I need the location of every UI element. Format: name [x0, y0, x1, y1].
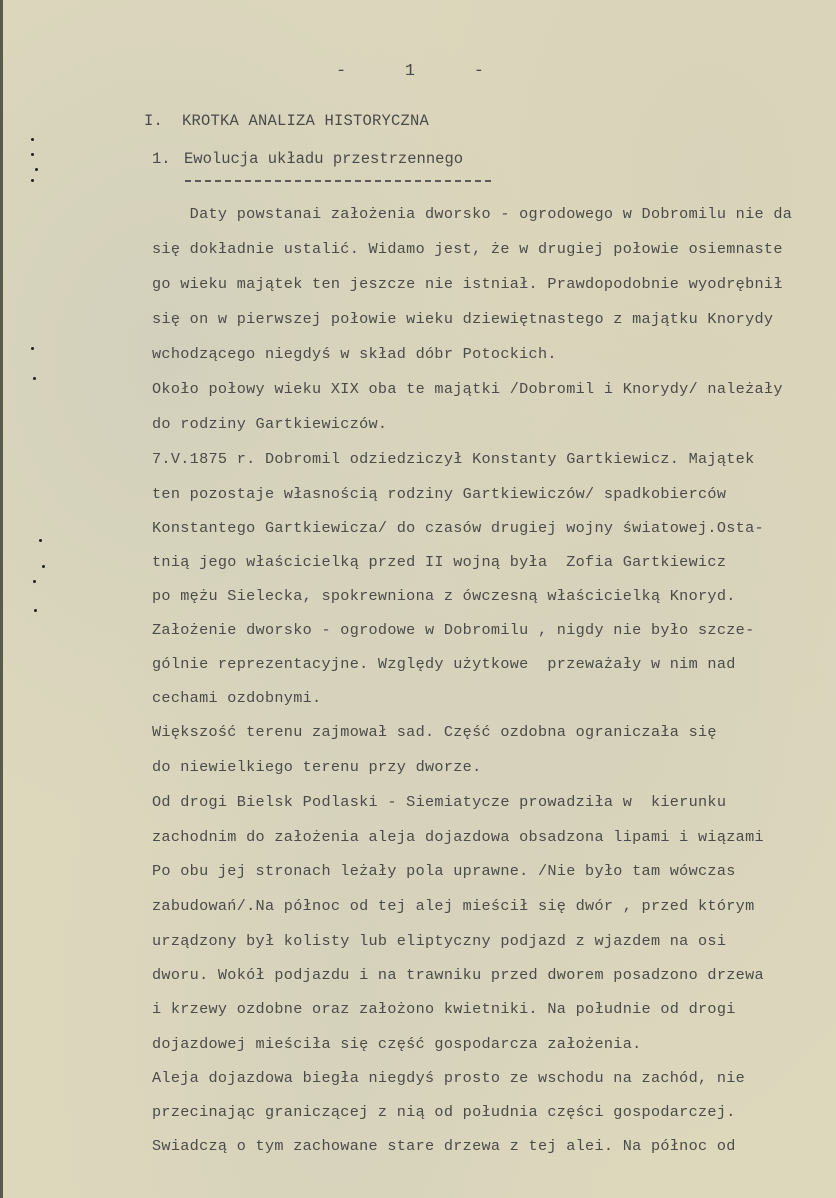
margin-speck	[31, 179, 34, 182]
text-line: 7.V.1875 r. Dobromil odziedziczył Konstanty Gartkiewicz. Majątek	[152, 450, 755, 468]
margin-speck	[31, 153, 34, 156]
text-line: cechami ozdobnymi.	[152, 689, 322, 707]
text-line: urządzony był kolisty lub eliptyczny podjazd z wjazdem na osi	[152, 932, 727, 950]
text-line: dworu. Wokół podjazdu i na trawniku przed dworem posadzono drzewa	[152, 966, 764, 984]
text-line: Swiadczą o tym zachowane stare drzewa z tej alei. Na północ od	[152, 1137, 736, 1155]
section-number: I.	[144, 112, 164, 130]
page-number-dash-right: -	[473, 62, 486, 81]
text-line: i krzewy ozdobne oraz założono kwietniki. Na południe od drogi	[152, 1000, 736, 1018]
subsection-heading	[152, 150, 463, 168]
text-line: Aleja dojazdowa biegła niegdyś prosto ze wschodu na zachód, nie	[152, 1069, 746, 1087]
section-title: KROTKA ANALIZA HISTORYCZNA	[182, 112, 430, 130]
text-line: Około połowy wieku XIX oba te majątki /Dobromil i Knorydy/ należały	[152, 380, 783, 398]
text-line: Od drogi Bielsk Podlaski - Siemiatycze prowadziła w kierunku	[152, 793, 727, 811]
text-line: zachodnim do założenia aleja dojazdowa obsadzona lipami i wiązami	[152, 828, 764, 846]
text-line: dojazdowej mieściła się część gospodarcza założenia.	[152, 1035, 642, 1053]
text-line: się dokładnie ustalić. Widamo jest, że w drugiej połowie osiemnaste	[152, 240, 783, 258]
margin-speck	[34, 609, 37, 612]
text-line: do niewielkiego terenu przy dworze.	[152, 758, 482, 776]
text-line: Większość terenu zajmował sad. Część ozdobna ograniczała się	[152, 723, 717, 741]
text-line: do rodziny Gartkiewiczów.	[152, 415, 388, 433]
text-line: Po obu jej stronach leżały pola uprawne. /Nie było tam wówczas	[152, 862, 736, 880]
section-heading	[144, 112, 429, 130]
margin-speck	[33, 377, 36, 380]
scan-edge	[0, 0, 3, 1198]
text-line: wchodzącego niegdyś w skład dóbr Potockich.	[152, 345, 557, 363]
text-line: Założenie dworsko - ogrodowe w Dobromilu , nigdy nie było szcze-	[152, 621, 755, 639]
text-line: po mężu Sielecka, spokrewniona z ówczesną właścicielką Knoryd.	[152, 587, 736, 605]
margin-speck	[33, 580, 36, 583]
margin-speck	[31, 347, 34, 350]
margin-speck	[39, 539, 42, 542]
text-line: zabudowań/.Na północ od tej alej mieścił się dwór , przed którym	[152, 897, 755, 915]
margin-speck	[35, 168, 38, 171]
text-line: Daty powstanai założenia dworsko - ogrodowego w Dobromilu nie da	[152, 205, 793, 223]
margin-speck	[42, 565, 45, 568]
text-line: Konstantego Gartkiewicza/ do czasów drugiej wojny światowej.Osta-	[152, 519, 764, 537]
page-number	[336, 62, 486, 81]
text-line: tnią jego właścicielką przed II wojną była Zofia Gartkiewicz	[152, 553, 727, 571]
text-line: gólnie reprezentacyjne. Względy użytkowe przeważały w nim nad	[152, 655, 736, 673]
margin-speck	[31, 138, 34, 141]
subsection-number: 1.	[152, 150, 171, 168]
page-number-dash-left: -	[336, 62, 349, 81]
text-line: się on w pierwszej połowie wieku dziewiętnastego z majątku Knorydy	[152, 310, 774, 328]
subsection-title: Ewolucja układu przestrzennego	[184, 150, 464, 168]
subsection-underline	[185, 180, 491, 182]
text-line: przecinając graniczącej z nią od południa części gospodarczej.	[152, 1103, 736, 1121]
page-number-value: 1	[404, 62, 418, 81]
text-line: ten pozostaje własnością rodziny Gartkiewiczów/ spadkobierców	[152, 485, 727, 503]
text-line: go wieku majątek ten jeszcze nie istniał. Prawdopodobnie wyodrębnił	[152, 275, 783, 293]
